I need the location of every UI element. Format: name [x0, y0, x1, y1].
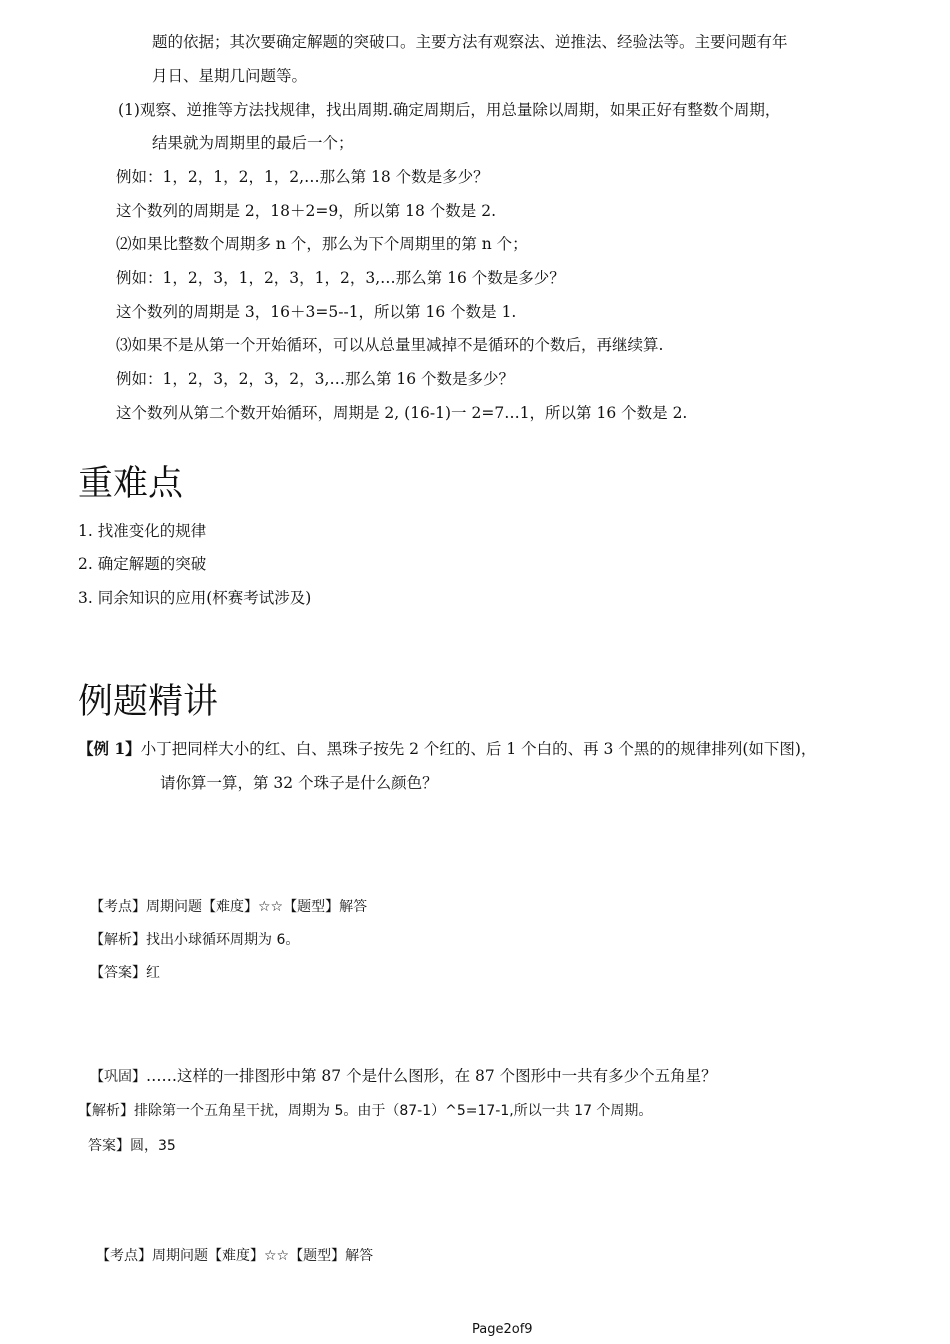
intro-line-10: ⑶如果不是从第一个开始循环，可以从总量里减掉不是循环的个数后，再继续算. — [116, 336, 664, 354]
example-1-line-1: 小丁把同样大小的红、白、黑珠子按先 2 个红的、后 1 个白的、再 3 个黑的的规律排列(如下图)， — [140, 740, 817, 758]
key-point-item-3: 3. 同余知识的应用(杯赛考试涉及) — [78, 589, 312, 607]
intro-line-9: 这个数列的周期是 3，16＋3=5--1，所以第 16 个数是 1. — [116, 303, 517, 321]
intro-line-1: 题的依据；其次要确定解题的突破口。主要方法有观察法、逆推法、经验法等。主要问题有年 — [152, 33, 788, 51]
page-number: Page2of9 — [472, 1322, 533, 1337]
consolidate-text: ……这样的一排图形中第 87 个是什么图形，在 87 个图形中一共有多少个五角星？ — [146, 1067, 717, 1085]
intro-line-4: 结果就为周期里的最后一个； — [152, 134, 354, 152]
intro-line-12: 这个数列从第二个数开始循环，周期是 2, (16-1)一 2=7…1，所以第 16 个数是 2. — [116, 404, 688, 422]
intro-line-3: (1)观察、逆推等方法找规律，找出周期.确定周期后，用总量除以周期，如果正好有整数个周期， — [118, 101, 781, 119]
example-1-question — [78, 738, 816, 760]
key-points-heading: 重难点 — [78, 464, 184, 504]
example-2-meta: 【考点】周期问题【难度】☆☆【题型】解答 — [96, 1248, 374, 1264]
intro-line-6: 这个数列的周期是 2，18＋2=9，所以第 18 个数是 2. — [116, 202, 497, 220]
key-point-item-1: 1. 找准变化的规律 — [78, 522, 207, 540]
example-1-answer: 【答案】红 — [90, 965, 160, 981]
consolidate-question — [90, 1065, 717, 1088]
examples-heading: 例题精讲 — [78, 682, 219, 722]
consolidate-label: 【巩固】 — [90, 1069, 146, 1085]
intro-line-5: 例如：1，2，1，2，1，2,…那么第 18 个数是多少？ — [116, 168, 489, 186]
key-point-item-2: 2. 确定解题的突破 — [78, 555, 207, 573]
intro-line-2: 月日、星期几问题等。 — [152, 67, 308, 85]
intro-line-11: 例如：1，2，3，2，3，2，3,…那么第 16 个数是多少？ — [116, 370, 515, 388]
example-1-label: 【例 1】 — [78, 739, 141, 758]
example-1-line-2: 请你算一算，第 32 个珠子是什么颜色？ — [160, 774, 438, 792]
example-1-analysis: 【解析】找出小球循环周期为 6。 — [90, 932, 300, 948]
consolidate-answer: 答案】圆，35 — [88, 1138, 176, 1154]
intro-line-7: ⑵如果比整数个周期多 n 个，那么为下个周期里的第 n 个； — [116, 235, 528, 253]
intro-line-8: 例如：1，2，3，1，2，3，1，2，3,…那么第 16 个数是多少？ — [116, 269, 565, 287]
example-1-meta: 【考点】周期问题【难度】☆☆【题型】解答 — [90, 899, 368, 915]
consolidate-analysis: 【解析】排除第一个五角星干扰，周期为 5。由于（87-1）^5=17-1,所以一共 17 个周期。 — [78, 1103, 653, 1119]
